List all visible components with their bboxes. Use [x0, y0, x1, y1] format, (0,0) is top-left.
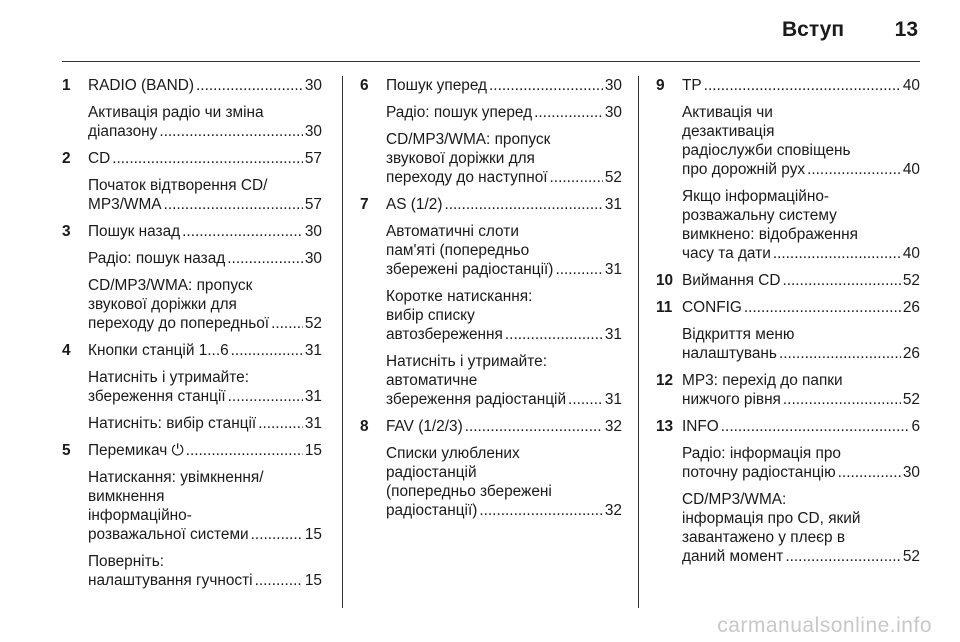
toc-item-text: даний момент — [682, 548, 784, 565]
toc-item-text: TP — [682, 77, 702, 94]
toc-item-line — [386, 390, 622, 409]
toc-item-text: AS (1/2) — [386, 196, 443, 213]
toc-column-1 — [62, 76, 322, 598]
toc-item — [682, 371, 920, 409]
toc-column-3 — [656, 76, 920, 574]
entry-number: 13 — [656, 418, 674, 435]
dot-leader — [196, 76, 303, 95]
toc-item — [88, 149, 322, 168]
toc-item-line — [386, 260, 622, 279]
toc-page-ref: 30 — [304, 77, 322, 94]
toc-page-ref: 15 — [304, 526, 322, 543]
dot-leader — [228, 387, 303, 406]
toc-item-line — [88, 195, 322, 214]
toc-item-text: переходу до попередньої — [88, 315, 270, 332]
toc-page-ref: 52 — [604, 169, 622, 186]
toc-item-text: часу та дати — [682, 245, 771, 262]
toc-page-ref: 57 — [304, 196, 322, 213]
toc-item — [386, 444, 622, 520]
dot-leader — [721, 417, 910, 436]
toc-item-text: Перемикач ⏻ — [88, 442, 184, 459]
column-divider — [638, 76, 639, 608]
toc-item-text: нижчого рівня — [682, 391, 781, 408]
toc-item — [88, 441, 322, 460]
toc-item-text: завантажено у плеєр в — [682, 529, 846, 546]
toc-item-line — [386, 195, 622, 214]
toc-item-text: Кнопки станцій 1...6 — [88, 342, 229, 359]
toc-item-text: Початок відтворення CD/ — [88, 177, 268, 194]
dot-leader — [568, 390, 603, 409]
toc-item — [386, 352, 622, 409]
dot-leader — [807, 160, 901, 179]
toc-item — [682, 417, 920, 436]
toc-item-text: розважальну систему — [682, 207, 837, 224]
header-rule — [62, 61, 920, 62]
toc-item-line — [682, 547, 920, 566]
toc-item-line — [88, 222, 322, 241]
toc-item — [88, 76, 322, 95]
toc-item-text: Пошук назад — [88, 223, 181, 240]
toc-item — [88, 368, 322, 406]
dot-leader — [489, 76, 603, 95]
toc-page-ref: 30 — [604, 77, 622, 94]
toc-item — [682, 325, 920, 363]
entry-number: 5 — [62, 442, 71, 459]
toc-item-text: Якщо інформаційно- — [682, 188, 830, 205]
toc-entry — [656, 76, 920, 263]
toc-item — [88, 222, 322, 241]
entry-number: 6 — [360, 77, 369, 94]
toc-item-text: вимкнено: відображення — [682, 226, 859, 243]
dot-leader — [251, 525, 303, 544]
toc-item-text: Натисніть і утримайте: — [88, 369, 249, 386]
dot-leader — [182, 222, 303, 241]
entry-number: 4 — [62, 342, 71, 359]
toc-item — [386, 76, 622, 95]
toc-item — [88, 468, 322, 544]
toc-item-text: дезактивація — [682, 123, 775, 140]
toc-page-ref: 52 — [902, 272, 920, 289]
toc-item-line — [682, 76, 920, 95]
watermark: carmanualsonline.info — [717, 614, 932, 637]
toc-item — [88, 103, 322, 141]
toc-page-ref: 32 — [604, 418, 622, 435]
toc-item-line — [88, 149, 322, 168]
toc-item-text: MP3/WMA — [88, 196, 162, 213]
toc-item — [386, 195, 622, 214]
toc-item-text: автозбереження — [386, 326, 503, 343]
entry-number: 12 — [656, 372, 674, 389]
toc-item-text: RADIO (BAND) — [88, 77, 195, 94]
toc-item — [386, 287, 622, 344]
toc-item-text: збереження радіостанцій — [386, 391, 567, 408]
toc-item-text: Пошук уперед — [386, 77, 488, 94]
toc-page-ref: 52 — [902, 548, 920, 565]
toc-item-line — [88, 571, 322, 590]
toc-item-line — [682, 298, 920, 317]
toc-item-text: CD/MP3/WMA: пропуск — [386, 131, 551, 148]
page-number: 13 — [894, 18, 918, 41]
toc-page-ref: 30 — [304, 223, 322, 240]
toc-item-text: інформаційно- — [88, 507, 192, 524]
toc-page-ref: 31 — [604, 391, 622, 408]
toc-entry — [62, 76, 322, 141]
toc-item — [682, 444, 920, 482]
toc-item-line — [88, 122, 322, 141]
toc-item-line — [682, 160, 920, 179]
toc-item-text: Радіо: інформація про — [682, 445, 841, 462]
toc-item-text: радіостанцій — [386, 464, 477, 481]
dot-leader — [505, 325, 603, 344]
entry-number: 2 — [62, 150, 71, 167]
toc-item-text: поточну радіостанцію — [682, 464, 836, 481]
toc-item — [88, 249, 322, 268]
toc-item-line — [88, 414, 322, 433]
toc-item-text: розважальної системи — [88, 526, 249, 543]
dot-leader — [231, 341, 303, 360]
toc-page-ref: 31 — [604, 261, 622, 278]
toc-item-line — [88, 441, 322, 460]
dot-leader — [704, 76, 901, 95]
dot-leader — [744, 298, 901, 317]
toc-page-ref: 31 — [604, 196, 622, 213]
dot-leader — [783, 390, 901, 409]
toc-item-text: звукової доріжки для — [88, 296, 237, 313]
toc-item-text: INFO — [682, 418, 719, 435]
entry-number: 8 — [360, 418, 369, 435]
toc-item — [386, 222, 622, 279]
toc-item — [386, 103, 622, 122]
toc-item-text: радіослужби сповіщень — [682, 142, 851, 159]
toc-page-ref: 30 — [304, 250, 322, 267]
toc-item — [88, 176, 322, 214]
toc-page-ref: 26 — [902, 345, 920, 362]
toc-page-ref: 31 — [304, 415, 322, 432]
dot-leader — [227, 249, 303, 268]
toc-item-line — [88, 76, 322, 95]
toc-item-text: переходу до наступної — [386, 169, 548, 186]
toc-item-text: Радіо: пошук уперед — [386, 104, 533, 121]
toc-item-text: звукової доріжки для — [386, 150, 535, 167]
toc-item-text: вибір списку — [386, 307, 475, 324]
toc-item-line — [88, 341, 322, 360]
dot-leader — [785, 547, 901, 566]
toc-item — [386, 130, 622, 187]
toc-item — [682, 271, 920, 290]
dot-leader — [271, 314, 303, 333]
toc-item — [682, 490, 920, 566]
entry-number: 11 — [656, 299, 673, 316]
toc-item-text: пам'яті (попередньо — [386, 242, 530, 259]
toc-item-line — [682, 390, 920, 409]
toc-item-line — [88, 525, 322, 544]
toc-item-text: Радіо: пошук назад — [88, 250, 226, 267]
toc-item-text: Коротке натискання: — [386, 288, 533, 305]
entry-number: 9 — [656, 77, 665, 94]
toc-page-ref: 15 — [304, 442, 322, 459]
toc-page-ref: 31 — [604, 326, 622, 343]
dot-leader — [112, 149, 303, 168]
toc-page-ref: 57 — [304, 150, 322, 167]
toc-item-line — [682, 417, 920, 436]
dot-leader — [258, 414, 303, 433]
toc-page-ref: 31 — [304, 342, 322, 359]
toc-item-text: радіостанції) — [386, 502, 478, 519]
toc-item-text: FAV (1/2/3) — [386, 418, 463, 435]
entry-number: 1 — [62, 77, 71, 94]
toc-item-text: MP3: перехід до папки — [682, 372, 843, 389]
toc-item-text: Поверніть: — [88, 553, 165, 570]
toc-page-ref: 52 — [902, 391, 920, 408]
toc-item-line — [386, 417, 622, 436]
toc-item-line — [682, 344, 920, 363]
entry-number: 7 — [360, 196, 369, 213]
toc-item-text: CONFIG — [682, 299, 742, 316]
toc-entry — [656, 417, 920, 566]
toc-item-text: CD/MP3/WMA: — [682, 491, 787, 508]
toc-item — [682, 76, 920, 95]
dot-leader — [479, 501, 603, 520]
toc-page-ref: 30 — [604, 104, 622, 121]
toc-item-text: Натисніть: вибір станції — [88, 415, 257, 432]
toc-page-ref: 30 — [304, 123, 322, 140]
toc-entry — [62, 341, 322, 433]
toc-item-line — [386, 325, 622, 344]
toc-item-text: налаштувань — [682, 345, 777, 362]
dot-leader — [159, 122, 303, 141]
toc-page-ref: 26 — [902, 299, 920, 316]
toc-page-ref: 40 — [902, 245, 920, 262]
toc-entry — [62, 222, 322, 333]
toc-page-ref: 6 — [911, 418, 920, 435]
dot-leader — [444, 195, 602, 214]
toc-item — [88, 552, 322, 590]
toc-entry — [62, 441, 322, 590]
toc-column-2 — [360, 76, 622, 528]
entry-number: 3 — [62, 223, 71, 240]
toc-item-line — [682, 271, 920, 290]
toc-item-text: інформація про CD, який — [682, 510, 861, 527]
toc-page-ref: 52 — [304, 315, 322, 332]
toc-item-text: збережені радіостанції) — [386, 261, 554, 278]
toc-item-text: Натисніть і утримайте: — [386, 353, 547, 370]
toc-page-ref: 15 — [304, 572, 322, 589]
toc-entry — [360, 417, 622, 520]
toc-item-text: збереження станції — [88, 388, 226, 405]
dot-leader — [779, 344, 901, 363]
toc-entry — [360, 76, 622, 187]
toc-item-text: Активація чи — [682, 104, 773, 121]
dot-leader — [255, 571, 303, 590]
toc-item-line — [682, 244, 920, 263]
toc-item — [88, 276, 322, 333]
dot-leader — [164, 195, 303, 214]
toc-item — [386, 417, 622, 436]
toc-item-line — [386, 103, 622, 122]
toc-item-text: налаштування гучності — [88, 572, 253, 589]
toc-entry — [656, 371, 920, 409]
toc-item-text: Активація радіо чи зміна — [88, 104, 264, 121]
dot-leader — [186, 441, 303, 460]
toc-item — [88, 341, 322, 360]
toc-item-text: про дорожній рух — [682, 161, 806, 178]
dot-leader — [838, 463, 901, 482]
toc-item — [682, 103, 920, 179]
toc-item-text: CD — [88, 150, 111, 167]
dot-leader — [782, 271, 900, 290]
column-divider — [342, 76, 343, 608]
toc-entry — [62, 149, 322, 214]
page-title: Вступ — [781, 18, 844, 41]
toc-item-line — [88, 314, 322, 333]
toc-item-text: Автоматичні слоти — [386, 223, 519, 240]
toc-item — [88, 414, 322, 433]
toc-page-ref: 40 — [902, 161, 920, 178]
dot-leader — [534, 103, 603, 122]
toc-entry — [360, 195, 622, 409]
toc-item-text: Списки улюблених — [386, 445, 520, 462]
toc-item-line — [386, 168, 622, 187]
toc-item — [682, 298, 920, 317]
toc-item-text: Відкриття меню — [682, 326, 795, 343]
dot-leader — [465, 417, 603, 436]
toc-item-text: (попередньо збережені — [386, 483, 552, 500]
dot-leader — [773, 244, 901, 263]
toc-item-text: Натискання: увімкнення/ — [88, 469, 264, 486]
toc-item-text: автоматичне — [386, 372, 478, 389]
toc-item-text: діапазону — [88, 123, 158, 140]
toc-page-ref: 30 — [902, 464, 920, 481]
toc-item-text: вимкнення — [88, 488, 165, 505]
toc-entry — [656, 271, 920, 290]
dot-leader — [550, 168, 603, 187]
dot-leader — [555, 260, 602, 279]
toc-entry — [656, 298, 920, 363]
toc-item — [682, 187, 920, 263]
toc-item-line — [386, 501, 622, 520]
toc-item-line — [88, 249, 322, 268]
toc-item-text: CD/MP3/WMA: пропуск — [88, 277, 253, 294]
toc-item-text: Виймання CD — [682, 272, 781, 289]
toc-page-ref: 40 — [902, 77, 920, 94]
entry-number: 10 — [656, 272, 674, 289]
toc-item-line — [386, 76, 622, 95]
toc-page-ref: 31 — [304, 388, 322, 405]
toc-page-ref: 32 — [604, 502, 622, 519]
toc-item-line — [682, 463, 920, 482]
toc-item-line — [88, 387, 322, 406]
